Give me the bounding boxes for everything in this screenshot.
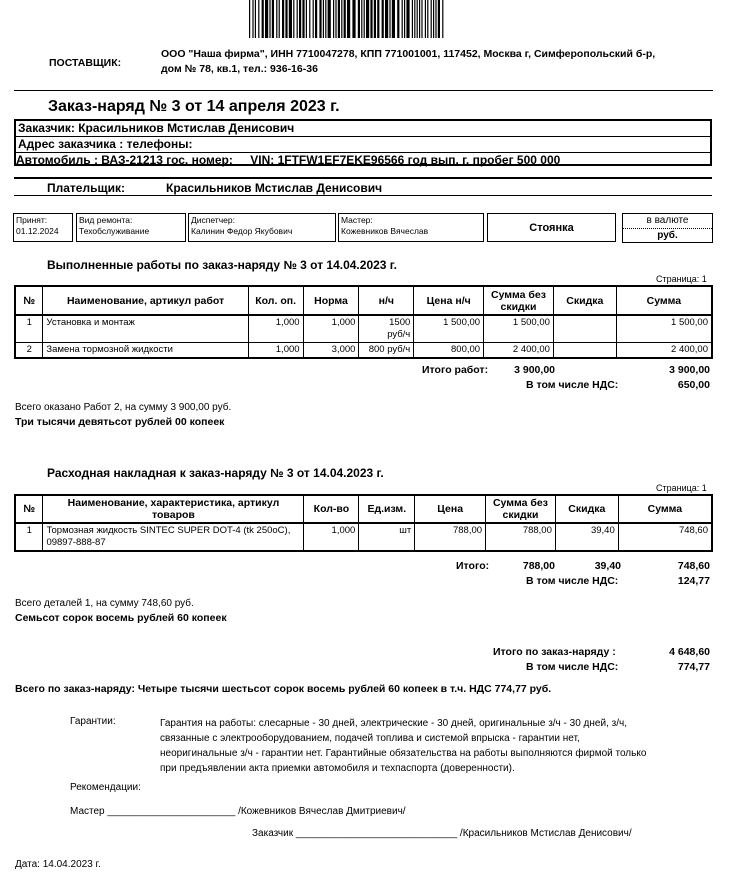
barcode-image [247,0,447,38]
barcode-bar [265,0,268,38]
works-col-price: Цена н/ч [414,286,484,315]
cell-n: 1 [15,315,43,343]
barcode-bar [325,0,326,38]
parts-words: Семьсот сорок восемь рублей 60 копеек [15,612,227,624]
barcode-bar [315,0,317,38]
customer-car [16,153,710,167]
barcode-bar [419,0,420,38]
barcode-bar [313,0,314,38]
cell-disc: 39,40 [555,523,618,551]
accepted-label: Принят: [16,215,48,225]
document-date: Дата: 14.04.2023 г. [15,859,101,870]
barcode-bar [374,0,376,38]
cell-nh-unit: руб/ч [387,329,411,340]
works-summary: Всего оказано Работ 2, на сумму 3 900,00 руб. [15,402,232,413]
cell-sum-nd: 788,00 [486,523,556,551]
barcode-bar [425,0,426,38]
barcode-bar [285,0,287,38]
parts-col-n: № [15,495,43,523]
repair-value: Техобслуживание [79,226,150,236]
parts-total-label: Итого: [456,560,490,572]
barcode-bar [333,0,334,38]
parts-col-name: Наименование, характеристика, артикул товаров [43,495,304,523]
cell-sum: 748,60 [618,523,712,551]
currency-value: руб. [657,230,678,241]
barcode-bar [344,0,346,38]
barcode-bar [377,0,379,38]
works-title: Выполненные работы по заказ-наряду № 3 от 14.04.2023 г. [47,258,397,272]
master-label: Мастер: [341,215,373,225]
payer-name: Красильников Мстислав Денисович [166,181,383,195]
works-total-label: Итого работ: [422,364,489,376]
barcode-bar [252,0,253,38]
currency-box [622,213,713,243]
cell-nh-value: 1500 [389,317,411,328]
cell-norm: 3,000 [303,343,359,359]
payer-label: Плательщик: [47,181,125,195]
barcode-bar [412,0,413,38]
works-col-norm: Норма [303,286,359,315]
master-signature: Мастер _______________________ /Кожевников Вячеслав Дмитриевич/ [70,806,406,817]
accepted-box [13,213,73,242]
barcode-bar [272,0,274,38]
car-details: VIN: 1FTFW1EF7EKE96566 год вып. г. пробег 500 000 [250,153,561,167]
parts-col-price: Цена [415,495,486,523]
barcode-bar [262,0,264,38]
cell-unit: шт [359,523,415,551]
barcode-bar [433,0,434,38]
barcode-bar [297,0,298,38]
parts-vat-label: В том числе НДС: [526,575,619,587]
divider [14,90,713,91]
warranty-line: неоригинальные з/ч - гарантии нет. Гарантийные обязательства на работы выполняются фирмой только [160,748,647,759]
barcode-bar [352,0,355,38]
cell-price: 788,00 [415,523,486,551]
dispatcher-box [188,213,336,242]
works-vat-label: В том числе НДС: [526,379,619,391]
barcode-bar [361,0,362,38]
barcode-bar [421,0,422,38]
parts-page: Страница: 1 [656,483,707,493]
barcode-bar [293,0,294,38]
cell-disc [553,315,616,343]
accepted-value: 01.12.2024 [16,226,59,236]
works-table [14,285,713,359]
works-col-qty: Кол. оп. [248,286,303,315]
barcode-bar [269,0,270,38]
supplier-line1: ООО "Наша фирма", ИНН 7710047278, КПП 771001001, 117452, Москва г, Симферопольский б-р, [161,48,656,60]
barcode-bar [431,0,432,38]
barcode-bar [341,0,342,38]
barcode-bar [414,0,415,38]
cell-qty: 1,000 [304,523,359,551]
cell-sum-nd: 1 500,00 [484,315,554,343]
cell-name: Тормозная жидкость SINTEC SUPER DOT-4 (tk 250oC), 09897-888-87 [43,523,304,551]
page-title: Заказ-наряд № 3 от 14 апреля 2023 г. [48,98,340,115]
table-row [15,343,712,359]
parts-total: 748,60 [677,560,710,572]
works-vat: 650,00 [677,379,710,391]
cell-sum: 2 400,00 [616,343,712,359]
barcode-bar [370,0,372,38]
barcode-bar [258,0,259,38]
supplier-label: ПОСТАВЩИК: [49,57,122,69]
table-row [15,523,712,551]
cell-price: 1 500,00 [414,315,484,343]
works-total: 3 900,00 [669,364,710,376]
barcode-bar [306,0,307,38]
currency-label: в валюте [623,214,712,229]
barcode-bar [427,0,428,38]
warranty-line: связанные с электрооборудованием, подачей топлива и системой впрыска - гарантии нет, [160,733,580,744]
works-total-nd: 3 900,00 [514,364,555,376]
cell-name: Установка и монтаж [43,315,248,343]
payer-row [14,177,712,196]
parts-col-sum: Сумма [618,495,712,523]
works-words: Три тысячи девятьсот рублей 00 копеек [15,416,225,428]
dispatcher-label: Диспетчер: [191,215,235,225]
grand-words: Всего по заказ-наряду: Четыре тысячи шестьсот сорок восемь рублей 60 копеек в т.ч. НДС 774,77 руб. [15,683,552,695]
cell-n: 2 [15,343,43,359]
cell-nh: 800 руб/ч [359,343,414,359]
parts-vat: 124,77 [677,575,710,587]
parking-box: Стоянка [487,213,616,242]
cell-sum-nd: 2 400,00 [484,343,554,359]
barcode-bar [402,0,403,38]
barcode-bar [338,0,340,38]
works-col-disc: Скидка [553,286,616,315]
cell-norm: 1,000 [303,315,359,343]
barcode-bar [404,0,405,38]
barcode-bar [319,0,321,38]
barcode-bar [389,0,390,38]
parts-col-unit: Ед.изм. [359,495,415,523]
parts-total-disc: 39,40 [594,560,621,572]
warranty-label: Гарантии: [70,716,116,727]
works-col-name: Наименование, артикул работ [43,286,248,315]
barcode-bar [249,0,250,38]
warranty-line: Гарантия на работы: слесарные - 30 дней, электрические - 30 дней, оригинальные з/ч - 30 дней, з/ч, [160,718,627,729]
customer-address: Адрес заказчика : телефоны: [16,137,710,153]
barcode-bar [279,0,280,38]
barcode-bar [397,0,399,38]
barcode-bar [328,0,331,38]
works-col-n: № [15,286,43,315]
barcode-bar [438,0,440,38]
cell-n: 1 [15,523,43,551]
barcode-bar [417,0,418,38]
works-col-sum-nd: Сумма без скидки [484,286,554,315]
barcode-bar [309,0,310,38]
grand-vat-label: В том числе НДС: [526,661,619,673]
barcode-bar [347,0,350,38]
customer-signature: Заказчик _____________________________ /Красильников Мстислав Денисович/ [252,828,632,839]
barcode-bar [382,0,384,38]
barcode-bar [392,0,395,38]
recommendations-label: Рекомендации: [70,782,141,793]
repair-box [76,213,186,242]
dispatcher-value: Калинин Федор Якубович [191,226,293,236]
parts-title: Расходная накладная к заказ-наряду № 3 от 14.04.2023 г. [47,466,384,480]
works-col-sum: Сумма [616,286,712,315]
barcode-bar [335,0,336,38]
works-col-nh: н/ч [359,286,414,315]
works-page: Страница: 1 [656,274,707,284]
cell-qty: 1,000 [248,343,303,359]
parts-summary: Всего деталей 1, на сумму 748,60 руб. [15,598,194,609]
cell-sum: 1 500,00 [616,315,712,343]
barcode-bar [289,0,292,38]
cell-qty: 1,000 [248,315,303,343]
barcode-bar [406,0,409,38]
barcode-bar [435,0,436,38]
barcode-bar [302,0,304,38]
customer-block [14,119,712,166]
parts-col-qty: Кол-во [304,495,359,523]
cell-price: 800,00 [414,343,484,359]
parts-col-sum-nd: Сумма без скидки [486,495,556,523]
barcode-bar [364,0,365,38]
barcode-bar [442,0,443,38]
parts-total-nd: 788,00 [522,560,555,572]
barcode-bar [276,0,277,38]
barcode-bar [255,0,256,38]
grand-total: 4 648,60 [669,646,710,658]
table-row [15,315,712,343]
repair-label: Вид ремонта: [79,215,133,225]
master-value: Кожевников Вячеслав [341,226,429,236]
warranty-text [160,716,646,776]
warranty-line: при предъявлении акта приемки автомобиля и техпаспорта (доверенности). [160,763,515,774]
barcode-bar [366,0,369,38]
cell-nh [359,315,414,343]
grand-vat: 774,77 [677,661,710,673]
parts-col-disc: Скидка [555,495,618,523]
car-label: Автомобиль : ВАЗ-21213 гос. номер: [16,153,233,167]
barcode-bar [299,0,301,38]
parts-table [14,494,713,552]
cell-disc [553,343,616,359]
barcode-bar [282,0,284,38]
barcode-bar [385,0,388,38]
barcode-bar [358,0,360,38]
cell-name: Замена тормозной жидкости [43,343,248,359]
master-box [338,213,484,242]
barcode-bar [323,0,324,38]
grand-total-label: Итого по заказ-наряду : [493,646,616,658]
supplier-line2: дом № 78, кв.1, тел.: 936-16-36 [161,63,318,75]
customer-name: Заказчик: Красильников Мстислав Денисович [16,121,710,137]
